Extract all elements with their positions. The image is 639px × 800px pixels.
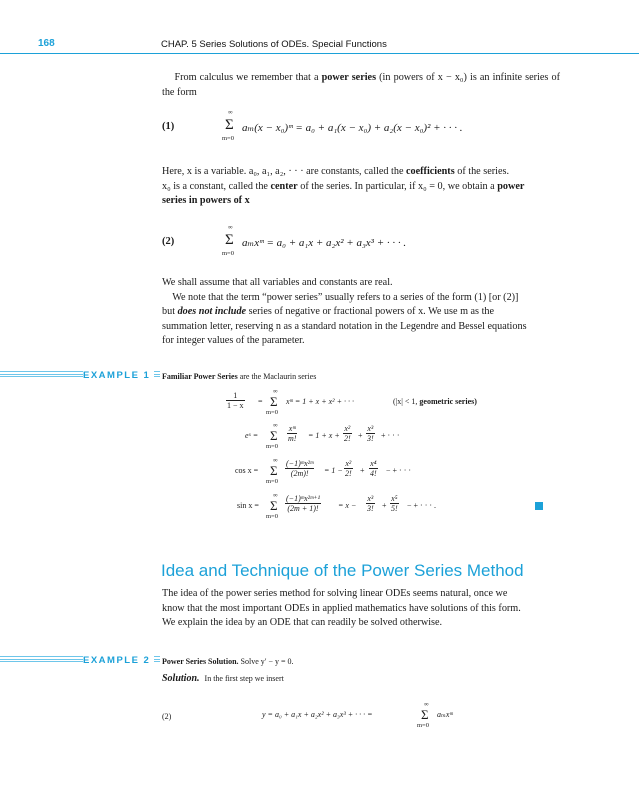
- solution-line: Solution. In the first step we insert: [162, 673, 284, 684]
- section-paragraph: The idea of the power series method for solving linear ODEs seems natural, once we know that the most important ODEs in applied mathematics have solutions of this form. We explain the idea by an ODE that can readily be solved otherwise.: [162, 588, 521, 629]
- example-2-equation: y = a₀ + a₁x + a₂x² + a₃x³ + · · · = ∞ Σ m=0 aₘxᵐ: [262, 701, 453, 729]
- section-title: Idea and Technique of the Power Series Method: [161, 561, 524, 580]
- equation-1-body: aₘ(x − x₀)ᵐ = a₀ + a₁(x − x₀) + a₂(x − x₀)² + · · · .: [242, 122, 463, 134]
- definition-paragraph: Here, x is a variable. a₀, a₁, a₂, · · · are constants, called the coefficients of the series. x₀ is a constant, called the center of the series. In particular, if x₀ = 0, we obtain a power series in powers of x: [162, 166, 525, 207]
- example-2-eq-label: (2): [162, 712, 172, 721]
- header-rule: [0, 53, 639, 54]
- example-1-label: EXAMPLE 1: [83, 370, 154, 381]
- exponential-series: eˣ = ∞ Σ m=0 $\frac{\text{xᵐ}}{m!}$ = 1 + x + $\frac{\text{x²}}{2!}$ + $\frac{\text{x³}}{3!}$ + · · ·: [245, 422, 400, 450]
- geometric-series: $\frac{1}{1 - x}$ = ∞ Σ m=0 xᵐ = 1 + x + x² + · · · (|x| < 1, geometric series): [227, 388, 477, 416]
- page-number: 168: [38, 38, 55, 49]
- cosine-series: cos x = ∞ Σ m=0 $\frac{\text{(−1)ᵐx²ᵐ}}{(2m)!}$ = 1 − $\frac{\text{x²}}{2!}$ + $\frac{\text{x⁴}}{4!}$ − + · · ·: [235, 457, 412, 485]
- example-2-title: Power Series Solution. Solve y′ − y = 0.: [162, 657, 294, 666]
- sum-lower: m=0: [222, 135, 234, 142]
- example-2-label: EXAMPLE 2: [83, 655, 154, 666]
- sum-upper: ∞: [228, 109, 233, 116]
- example-1-title: Familiar Power Series are the Maclaurin series: [162, 372, 317, 381]
- equation-1-label: (1): [162, 121, 175, 132]
- end-of-example-icon: [535, 502, 543, 510]
- equation-2-label: (2): [162, 236, 175, 247]
- assumptions-paragraph: We shall assume that all variables and constants are real. We note that the term “power series” usually refers to a series of the form (1) [or (2)] but does not include series of negative or fractional powers of x. We use m as the summation letter, reserving n as a standard notation in the Legendre and Bessel equations for integer values of the parameter.: [162, 277, 527, 347]
- intro-paragraph: From calculus we remember that a power series (in powers of x − x₀) is an infinite series of the form: [162, 72, 560, 98]
- sum-sign: Σ: [225, 117, 234, 133]
- equation-2-body: aₘxᵐ = a₀ + a₁x + a₂x² + a₃x³ + · · · .: [242, 237, 407, 249]
- sum-upper: ∞: [228, 224, 233, 231]
- running-header: CHAP. 5 Series Solutions of ODEs. Special Functions: [161, 39, 387, 50]
- sine-series: sin x = ∞ Σ m=0 $\frac{\text{(−1)ᵐx²ᵐ⁺¹}}{(2m + 1)!}$ = x − $\frac{\text{x³}}{3!}$ + $\frac{\text{x⁵}}{5!}$ − + · · · .: [237, 492, 437, 520]
- sum-sign: Σ: [225, 232, 234, 248]
- sum-lower: m=0: [222, 250, 234, 257]
